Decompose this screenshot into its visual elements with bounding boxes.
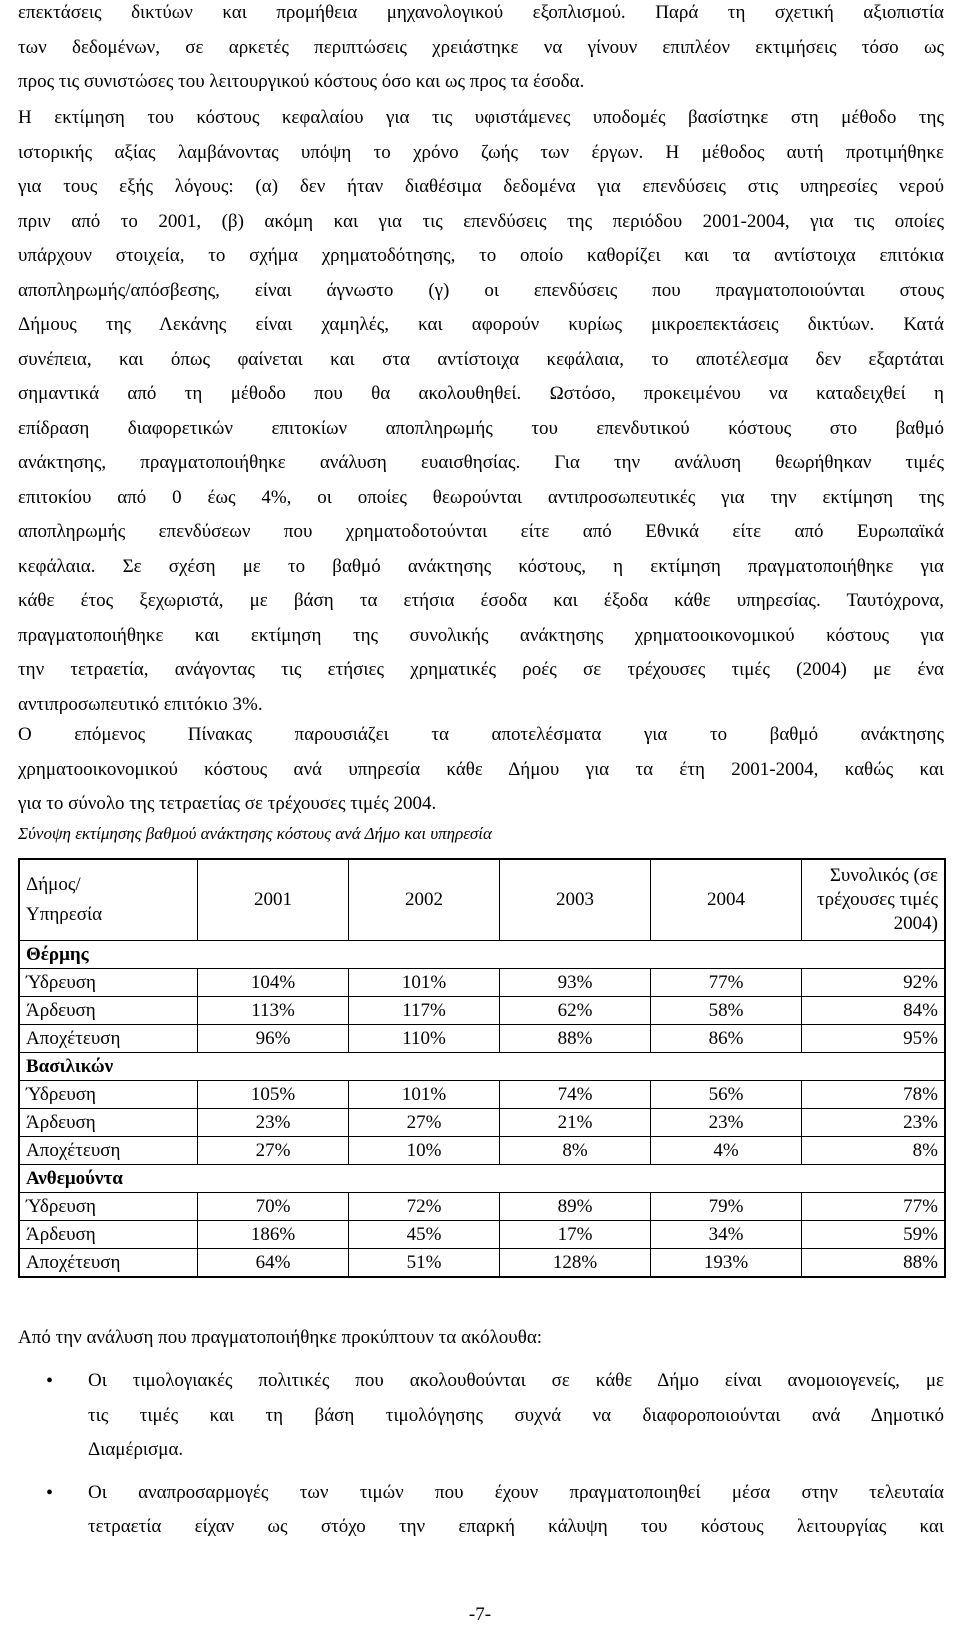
recovery-total: 95% bbox=[802, 1025, 946, 1053]
recovery-value: 17% bbox=[500, 1221, 651, 1249]
paragraph-data-reliability bbox=[18, 0, 944, 100]
paragraph-capital-cost-method bbox=[18, 101, 944, 722]
municipality-group-row bbox=[19, 941, 945, 969]
text-line: ανάκτησης, πραγματοποιήθηκε ανάλυση ευαισθησίας. Για την ανάλυση θεωρήθηκαν τιμές bbox=[18, 452, 944, 473]
page-number: -7- bbox=[468, 1604, 492, 1625]
paragraph-table-intro bbox=[18, 718, 944, 822]
header-year: 2001 bbox=[198, 859, 349, 941]
recovery-value: 27% bbox=[198, 1137, 349, 1165]
table-row bbox=[19, 969, 945, 997]
municipality-name: Βασιλικών bbox=[19, 1053, 945, 1081]
recovery-value: 23% bbox=[198, 1109, 349, 1137]
text-line: επίδραση διαφορετικών επιτοκίων αποπληρωμής του επενδυτικού κόστους στο βαθμό bbox=[18, 417, 944, 439]
municipality-name: Ανθεμούντα bbox=[19, 1165, 945, 1193]
header-year: 2004 bbox=[651, 859, 802, 941]
text-line: προς τις συνιστώσες του λειτουργικού κόστους όσο και ως προς τα έσοδα. bbox=[18, 71, 585, 92]
service-name: Αποχέτευση bbox=[19, 1025, 198, 1053]
recovery-value: 93% bbox=[500, 969, 651, 997]
text-line: για τους εξής λόγους: (α) δεν ήταν διαθέσιμα δεδομένα για επενδύσεις στις υπηρεσίες νερού bbox=[18, 176, 944, 197]
cost-recovery-table bbox=[18, 858, 946, 1278]
table-row bbox=[19, 1025, 945, 1053]
recovery-total: 77% bbox=[802, 1193, 946, 1221]
recovery-value: 4% bbox=[651, 1137, 802, 1165]
table-row bbox=[19, 1081, 945, 1109]
recovery-value: 96% bbox=[198, 1025, 349, 1053]
text-line: Η εκτίμηση του κόστους κεφαλαίου για τις υφιστάμενες υποδομές βασίστηκε στη μέθοδο της bbox=[18, 107, 944, 128]
municipality-name: Θέρμης bbox=[19, 941, 945, 969]
service-name: Άρδευση bbox=[19, 1221, 198, 1249]
recovery-value: 62% bbox=[500, 997, 651, 1025]
text-line: συνέπεια, και όπως φαίνεται και στα αντίστοιχα κεφάλαια, το αποτέλεσμα δεν εξαρτάται bbox=[18, 348, 944, 370]
service-name: Άρδευση bbox=[19, 997, 198, 1025]
recovery-value: 34% bbox=[651, 1221, 802, 1249]
text-line: επεκτάσεις δικτύων και προμήθεια μηχανολογικού εξοπλισμού. Παρά τη σχετική αξιοπιστία bbox=[18, 2, 944, 23]
recovery-value: 101% bbox=[349, 969, 500, 997]
text-line: τετραετία είχαν ως στόχο την επαρκή κάλυψη του κόστους λειτουργίας και bbox=[88, 1516, 944, 1537]
recovery-total: 78% bbox=[802, 1081, 946, 1109]
recovery-value: 58% bbox=[651, 997, 802, 1025]
recovery-value: 56% bbox=[651, 1081, 802, 1109]
recovery-total: 23% bbox=[802, 1109, 946, 1137]
text-line: Διαμέρισμα. bbox=[88, 1439, 184, 1460]
service-name: Αποχέτευση bbox=[19, 1249, 198, 1278]
text-line: υπάρχουν στοιχεία, το σχήμα χρηματοδότησης, το οποίο καθορίζει και τα αντίστοιχα επιτόκια bbox=[18, 245, 944, 266]
recovery-value: 10% bbox=[349, 1137, 500, 1165]
recovery-total: 59% bbox=[802, 1221, 946, 1249]
recovery-value: 21% bbox=[500, 1109, 651, 1137]
header-year: 2003 bbox=[500, 859, 651, 941]
text-line: Οι τιμολογιακές πολιτικές που ακολουθούνται σε κάθε Δήμο είναι ανομοιογενείς, με bbox=[88, 1370, 944, 1391]
conclusions-intro: Από την ανάλυση που πραγματοποιήθηκε προκύπτουν τα ακόλουθα: bbox=[18, 1327, 543, 1348]
recovery-value: 23% bbox=[651, 1109, 802, 1137]
header-label: Δήμος/ bbox=[26, 874, 81, 895]
recovery-value: 27% bbox=[349, 1109, 500, 1137]
text-line: τις τιμές και τη βάση τιμολόγησης συχνά να διαφοροποιούνται ανά Δημοτικό bbox=[88, 1404, 944, 1426]
header-total bbox=[802, 859, 946, 941]
recovery-value: 105% bbox=[198, 1081, 349, 1109]
recovery-value: 77% bbox=[651, 969, 802, 997]
recovery-value: 193% bbox=[651, 1249, 802, 1278]
text-line: των δεδομένων, σε αρκετές περιπτώσεις χρειάστηκε να γίνουν επιπλέον εκτιμήσεις τόσο ως bbox=[18, 36, 944, 58]
recovery-total: 8% bbox=[802, 1137, 946, 1165]
table-row bbox=[19, 1249, 945, 1278]
recovery-total: 92% bbox=[802, 969, 946, 997]
header-label: τρέχουσες τιμές bbox=[817, 889, 938, 910]
recovery-value: 45% bbox=[349, 1221, 500, 1249]
recovery-value: 88% bbox=[500, 1025, 651, 1053]
table-row bbox=[19, 997, 945, 1025]
header-year: 2002 bbox=[349, 859, 500, 941]
recovery-value: 101% bbox=[349, 1081, 500, 1109]
text-line: χρηματοοικονομικού κόστους ανά υπηρεσία κάθε Δήμου για τα έτη 2001-2004, καθώς και bbox=[18, 758, 944, 780]
recovery-value: 117% bbox=[349, 997, 500, 1025]
text-line: πραγματοποιήθηκε και εκτίμηση της συνολικής ανάκτησης χρηματοοικονομικού κόστους για bbox=[18, 624, 944, 646]
text-line: κεφάλαια. Σε σχέση με το βαθμό ανάκτησης κόστους, η εκτίμηση πραγματοποιήθηκε για bbox=[18, 555, 944, 577]
list-item bbox=[18, 1364, 944, 1468]
table-caption: Σύνοψη εκτίμησης βαθμού ανάκτησης κόστους ανά Δήμο και υπηρεσία bbox=[18, 824, 492, 843]
header-label: Συνολικός (σε bbox=[829, 865, 938, 886]
header-label: Υπηρεσία bbox=[26, 904, 103, 925]
recovery-value: 86% bbox=[651, 1025, 802, 1053]
recovery-value: 64% bbox=[198, 1249, 349, 1278]
text-line: Δήμους της Λεκάνης είναι χαμηλές, και αφορούν κυρίως μικροεπεκτάσεις δικτύων. Κατά bbox=[18, 314, 944, 335]
recovery-value: 70% bbox=[198, 1193, 349, 1221]
bullet-icon: • bbox=[46, 1481, 54, 1504]
text-line: ιστορικής αξίας λαμβάνοντας υπόψη το χρόνο ζωής των έργων. Η μέθοδος αυτή προτιμήθηκε bbox=[18, 141, 944, 163]
recovery-value: 8% bbox=[500, 1137, 651, 1165]
recovery-total: 84% bbox=[802, 997, 946, 1025]
text-line: αντιπροσωπευτικό επιτόκιο 3%. bbox=[18, 693, 263, 715]
recovery-value: 89% bbox=[500, 1193, 651, 1221]
service-name: Ύδρευση bbox=[19, 1193, 198, 1221]
service-name: Άρδευση bbox=[19, 1109, 198, 1137]
recovery-value: 51% bbox=[349, 1249, 500, 1278]
recovery-total: 88% bbox=[802, 1249, 946, 1278]
table-body bbox=[19, 941, 945, 1278]
table-header-row bbox=[19, 859, 945, 941]
municipality-group-row bbox=[19, 1053, 945, 1081]
text-line: σημαντικά από τη μέθοδο που θα ακολουθηθεί. Ωστόσο, προκειμένου να καταδειχθεί η bbox=[18, 383, 944, 404]
list-item bbox=[18, 1476, 944, 1545]
text-line: επιτοκίου από 0 έως 4%, οι οποίες θεωρούνται αντιπροσωπευτικές για την εκτίμηση της bbox=[18, 486, 944, 508]
bullet-icon: • bbox=[46, 1370, 54, 1392]
recovery-value: 113% bbox=[198, 997, 349, 1025]
conclusions-list bbox=[18, 1364, 944, 1553]
text-line: την τετραετία, ανάγοντας τις ετήσιες χρηματικές ροές σε τρέχουσες τιμές (2004) με ένα bbox=[18, 659, 944, 680]
text-line: κάθε έτος ξεχωριστά, με βάση τα ετήσια έσοδα και έξοδα κάθε υπηρεσίας. Ταυτόχρονα, bbox=[18, 590, 944, 611]
recovery-value: 186% bbox=[198, 1221, 349, 1249]
table-row bbox=[19, 1137, 945, 1165]
recovery-value: 110% bbox=[349, 1025, 500, 1053]
service-name: Ύδρευση bbox=[19, 969, 198, 997]
recovery-value: 72% bbox=[349, 1193, 500, 1221]
table-row bbox=[19, 1221, 945, 1249]
text-line: αποπληρωμής/απόσβεσης, είναι άγνωστο (γ) οι επενδύσεις που πραγματοποιούνται στους bbox=[18, 279, 944, 301]
text-line: Ο επόμενος Πίνακας παρουσιάζει τα αποτελέσματα για το βαθμό ανάκτησης bbox=[18, 724, 944, 745]
recovery-value: 74% bbox=[500, 1081, 651, 1109]
text-line: Οι αναπροσαρμογές των τιμών που έχουν πραγματοποιηθεί μέσα στην τελευταία bbox=[88, 1481, 944, 1503]
service-name: Ύδρευση bbox=[19, 1081, 198, 1109]
recovery-value: 79% bbox=[651, 1193, 802, 1221]
table-row bbox=[19, 1193, 945, 1221]
header-label: 2004) bbox=[893, 913, 938, 934]
table-row bbox=[19, 1109, 945, 1137]
recovery-value: 104% bbox=[198, 969, 349, 997]
text-line: για το σύνολο της τετραετίας σε τρέχουσες τιμές 2004. bbox=[18, 793, 437, 814]
service-name: Αποχέτευση bbox=[19, 1137, 198, 1165]
header-municipality-service bbox=[19, 859, 198, 941]
text-line: πριν από το 2001, (β) ακόμη και για τις επενδύσεις της περιόδου 2001-2004, για τις οποίες bbox=[18, 210, 944, 232]
recovery-value: 128% bbox=[500, 1249, 651, 1278]
text-line: αποπληρωμής επενδύσεων που χρηματοδοτούνται είτε από Εθνικά είτε από Ευρωπαϊκά bbox=[18, 521, 944, 542]
municipality-group-row bbox=[19, 1165, 945, 1193]
